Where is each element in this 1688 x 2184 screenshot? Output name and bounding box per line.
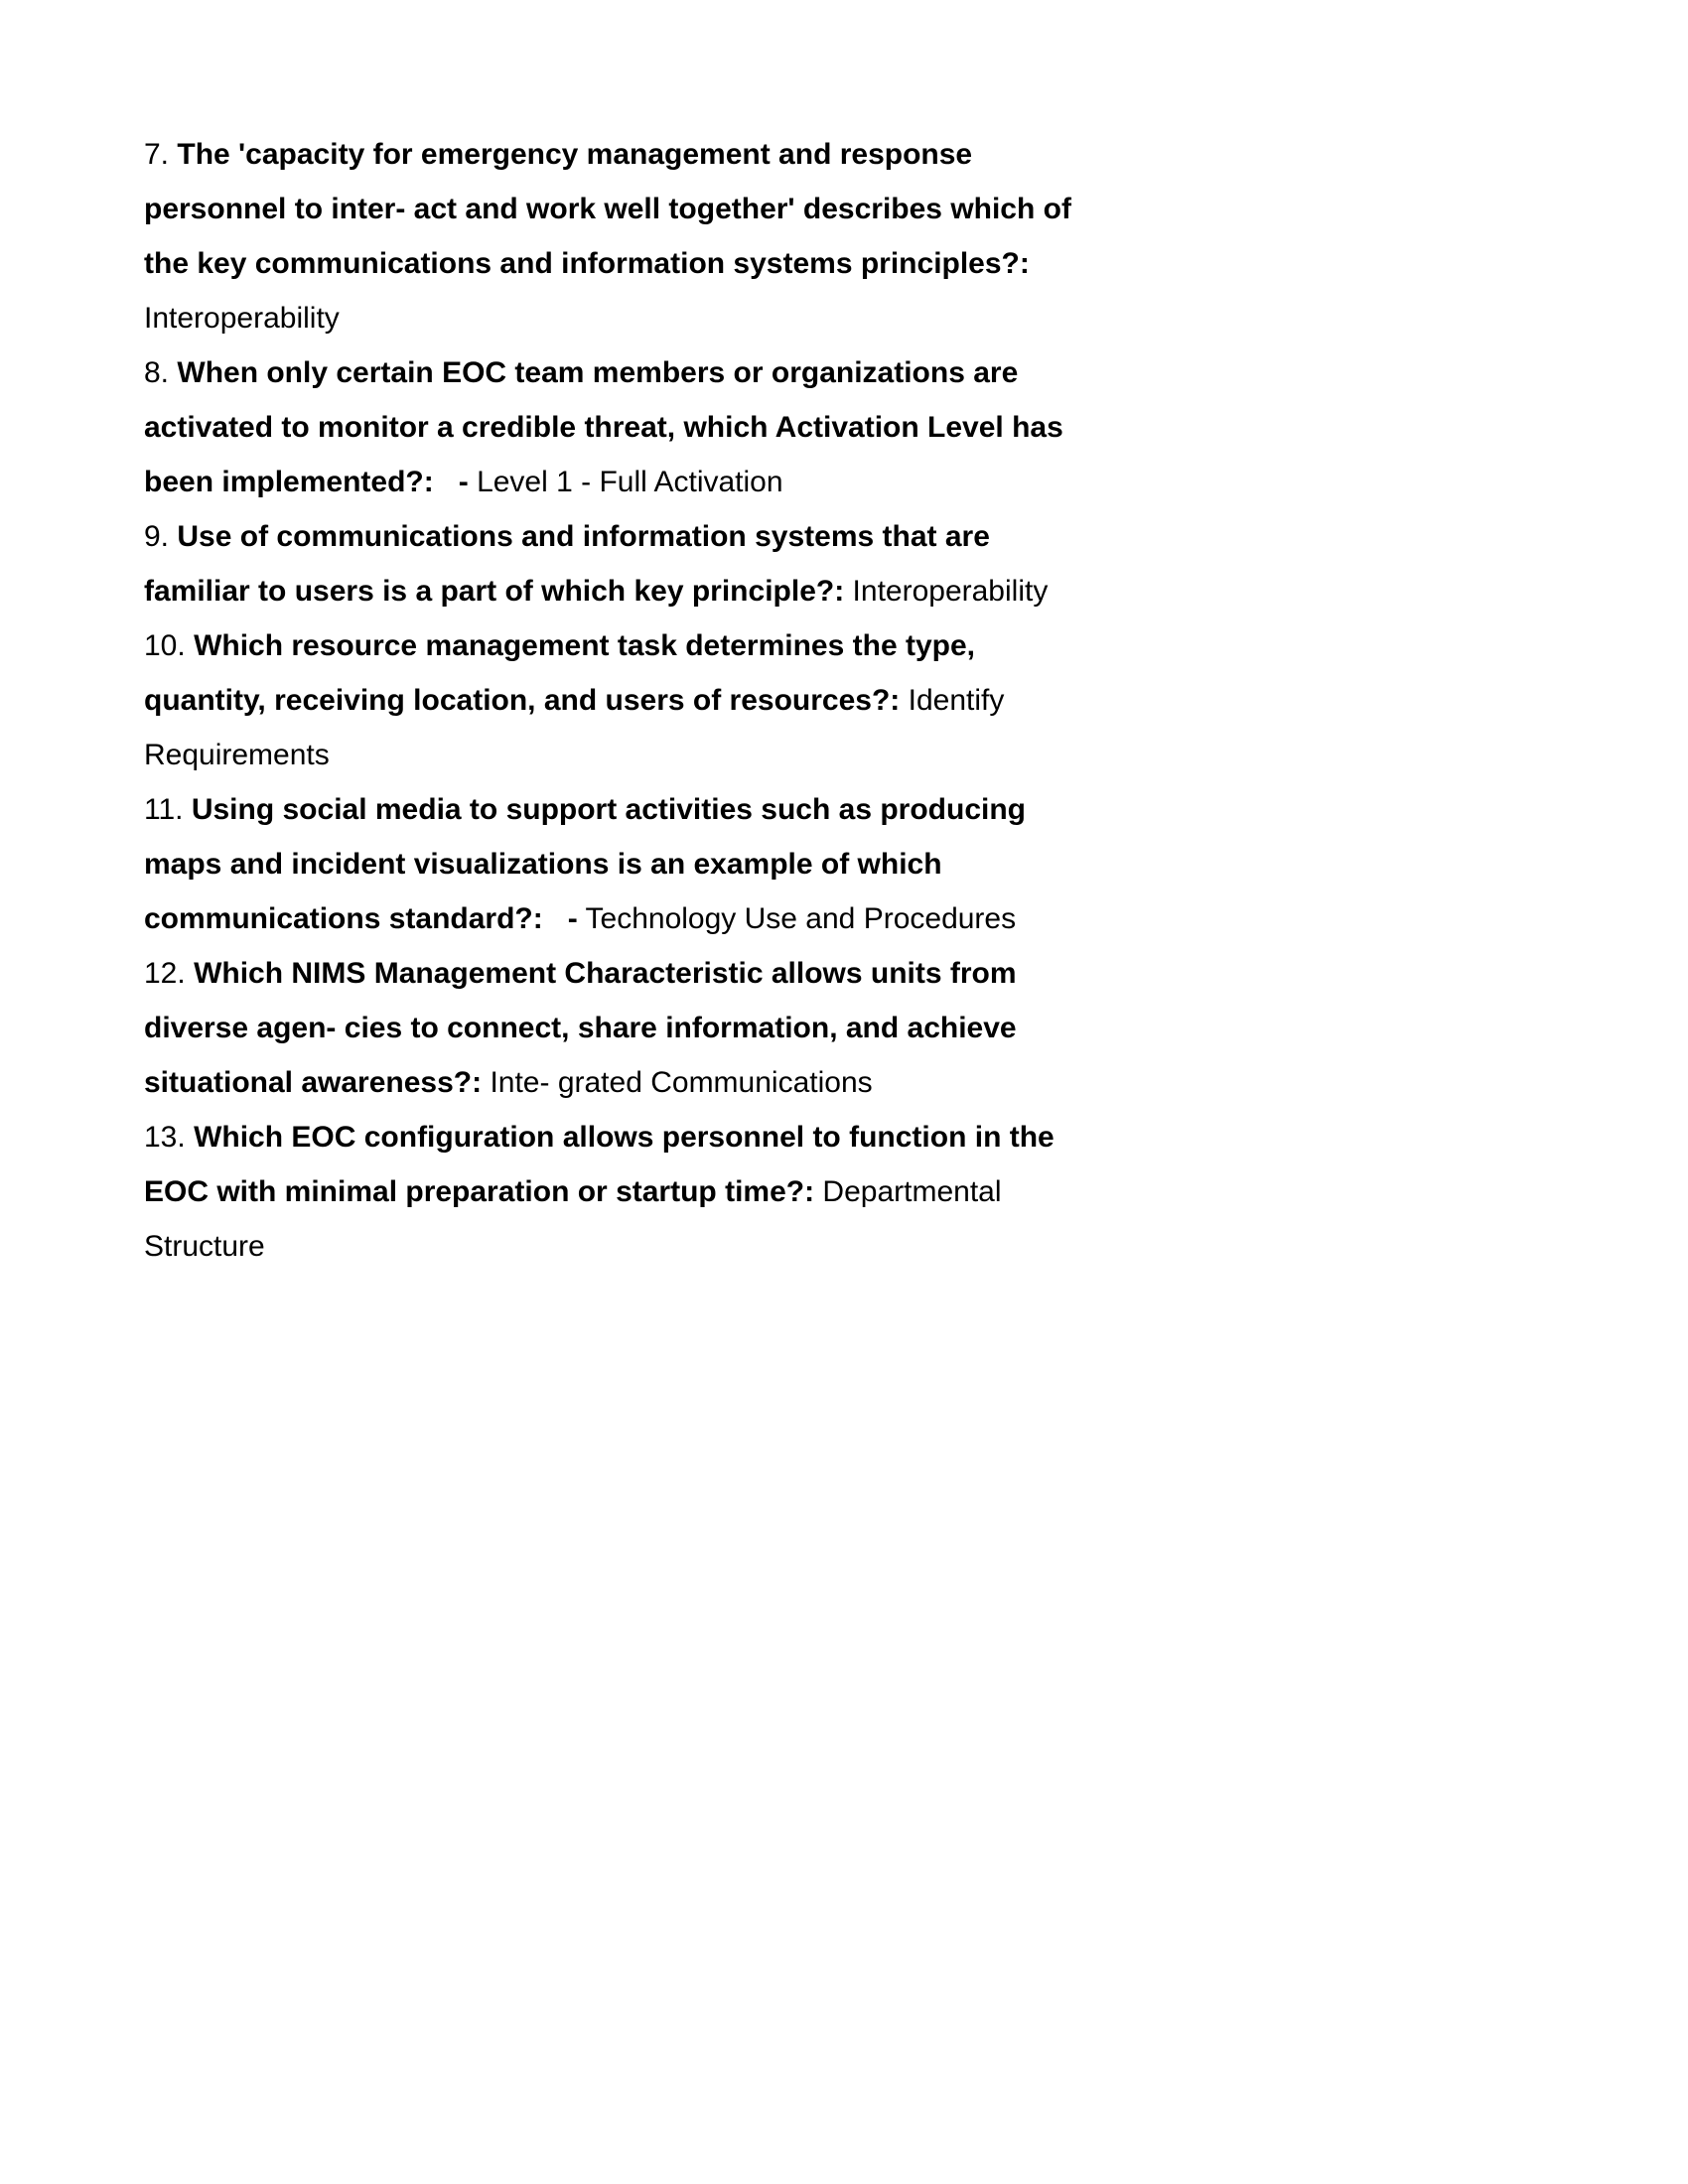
- question-text: Which resource management task determines the type, quantity, receiving location, and users of resources?:: [144, 629, 975, 717]
- answer-text: Technology Use and Procedures: [585, 902, 1017, 935]
- question-text: Which NIMS Management Characteristic allows units from diverse agen- cies to connect, share information, and achieve situational awareness?:: [144, 957, 1017, 1099]
- qa-item: [144, 946, 1077, 1110]
- answer-text: Interoperability: [144, 302, 340, 335]
- answer-text: Interoperability: [852, 575, 1049, 608]
- qa-item: [144, 509, 1077, 618]
- answer-dash: -: [433, 466, 469, 498]
- qa-item: [144, 127, 1077, 345]
- item-number: 10.: [144, 629, 186, 662]
- question-text: Using social media to support activities such as producing maps and incident visualizations is an example of which communications standard?:: [144, 793, 1027, 935]
- answer-dash: -: [542, 902, 578, 935]
- question-text: Use of communications and information systems that are familiar to users is a part of which key principle?:: [144, 520, 990, 608]
- document-page: [144, 127, 1077, 1274]
- answer-text: Inte- grated Communications: [490, 1066, 873, 1099]
- item-number: 8.: [144, 356, 170, 389]
- qa-item: [144, 782, 1077, 946]
- answer-text: Departmental Structure: [144, 1175, 1002, 1263]
- qa-item: [144, 618, 1077, 782]
- question-text: When only certain EOC team members or organizations are activated to monitor a credible threat, which Activation Level has been implemented?:: [144, 356, 1063, 498]
- question-text: Which EOC configuration allows personnel to function in the EOC with minimal preparation or startup time?:: [144, 1121, 1055, 1208]
- item-number: 11.: [144, 793, 184, 826]
- item-number: 9.: [144, 520, 170, 553]
- qa-item: [144, 1110, 1077, 1274]
- answer-text: Identify Requirements: [144, 684, 1005, 771]
- item-number: 13.: [144, 1121, 186, 1154]
- question-text: The 'capacity for emergency management and response personnel to inter- act and work well together' describes which of the key communications and information systems principles?:: [144, 138, 1071, 280]
- qa-item: [144, 345, 1077, 509]
- item-number: 12.: [144, 957, 186, 990]
- answer-text: Level 1 - Full Activation: [477, 466, 783, 498]
- item-number: 7.: [144, 138, 170, 171]
